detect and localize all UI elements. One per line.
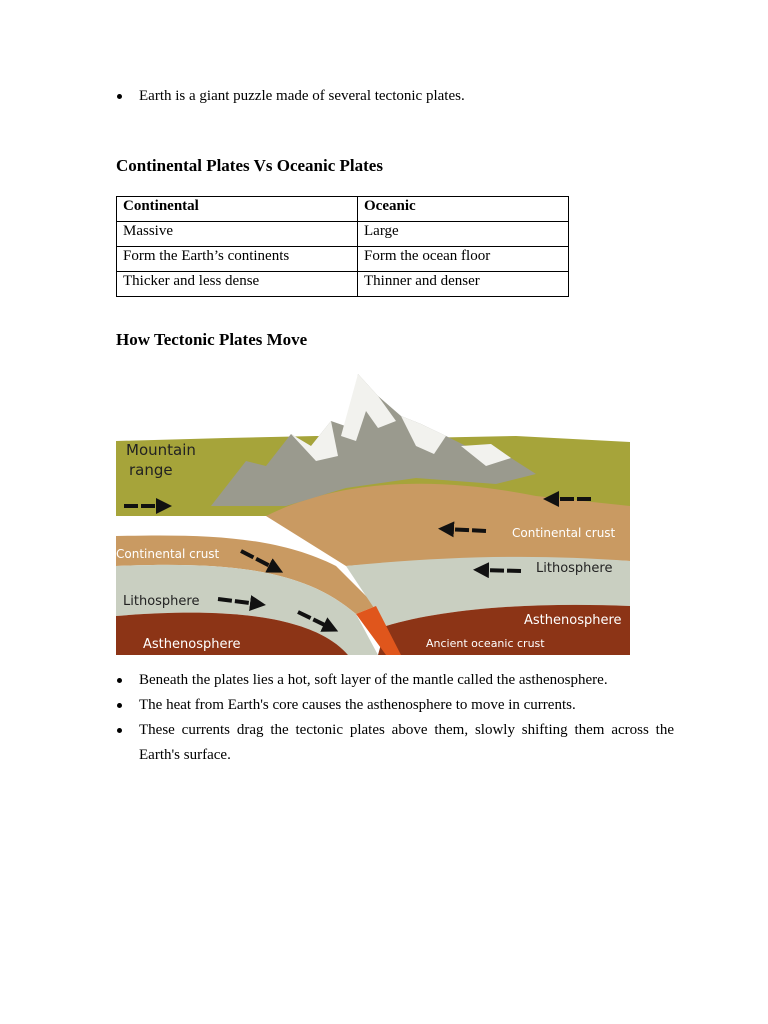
list-item: These currents drag the tectonic plates above them, slowly shifting them across the Earth's surface. — [116, 718, 674, 768]
section-heading-comparison: Continental Plates Vs Oceanic Plates — [116, 156, 383, 175]
comparison-table — [116, 196, 569, 297]
table-cell: Thicker and less dense — [117, 272, 358, 297]
list-item: Earth is a giant puzzle made of several tectonic plates. — [116, 84, 465, 109]
table-cell: Massive — [117, 222, 358, 247]
label-asthenosphere-right: Asthenosphere — [524, 613, 622, 628]
list-item: Beneath the plates lies a hot, soft layer of the mantle called the asthenosphere. — [116, 668, 674, 693]
table-header-oceanic: Oceanic — [358, 197, 569, 222]
label-continental-crust-right: Continental crust — [512, 526, 616, 540]
section-heading-movement: How Tectonic Plates Move — [116, 330, 308, 349]
list-item: The heat from Earth's core causes the asthenosphere to move in currents. — [116, 693, 674, 718]
label-mountain-range-line2: range — [129, 461, 173, 479]
label-continental-crust-left: Continental crust — [116, 547, 220, 561]
table-cell: Thinner and denser — [358, 272, 569, 297]
table-cell: Form the Earth’s continents — [117, 247, 358, 272]
intro-bullet-list — [116, 84, 465, 109]
label-lithosphere-right: Lithosphere — [536, 561, 613, 576]
movement-bullet-list — [116, 668, 674, 768]
table-header-continental: Continental — [117, 197, 358, 222]
label-ancient-oceanic-crust: Ancient oceanic crust — [426, 637, 545, 650]
label-lithosphere-left: Lithosphere — [123, 594, 200, 609]
tectonic-plates-diagram — [116, 366, 630, 655]
table-row — [117, 222, 569, 247]
table-cell: Large — [358, 222, 569, 247]
label-mountain-range-line1: Mountain — [126, 441, 196, 459]
table-row — [117, 272, 569, 297]
table-cell: Form the ocean floor — [358, 247, 569, 272]
table-row — [117, 247, 569, 272]
label-asthenosphere-left: Asthenosphere — [143, 637, 241, 652]
table-header-row — [117, 197, 569, 222]
